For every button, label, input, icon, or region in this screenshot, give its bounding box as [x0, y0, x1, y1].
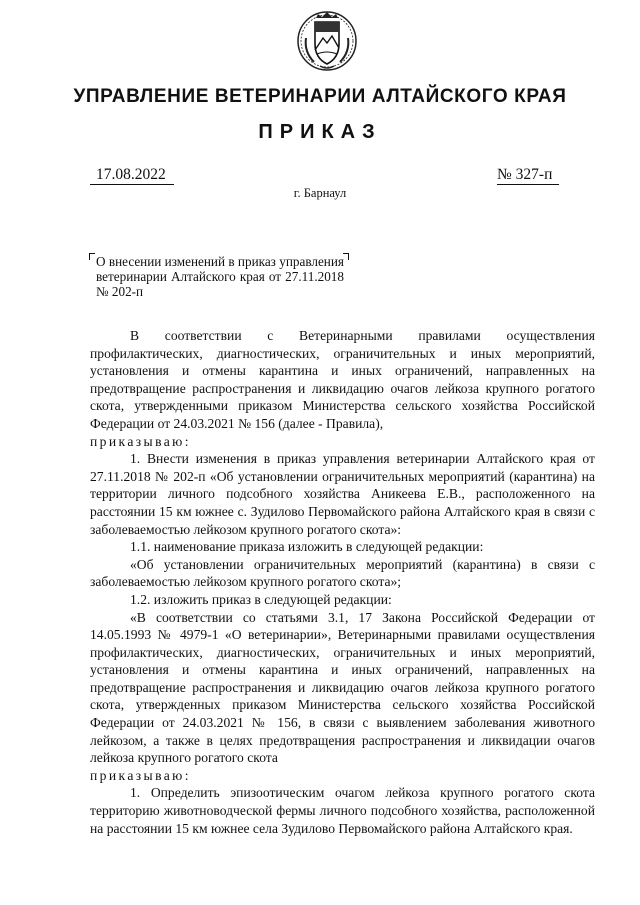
- order-directive-2: приказываю:: [90, 767, 191, 783]
- point-1-paragraph: 1. Определить эпизоотическим очагом лейкоза крупного рогатого скота территорию животноводческой фермы личного подсобного хозяйства, расположенной на расстоянии 15 км южнее села Зудилово Первомайского района Алтайского края.: [90, 785, 595, 836]
- city-name: г. Барнаул: [293, 186, 347, 200]
- item-1-2-paragraph: 1.2. изложить приказ в следующей редакции:: [130, 591, 392, 607]
- order-subject: [96, 254, 344, 299]
- subject-corner-left: [89, 253, 95, 260]
- coat-of-arms-icon: [296, 8, 358, 74]
- preamble-paragraph: В соответствии с Ветеринарными правилами осуществления профилактических, диагностических, ограничительных и иных мероприятий, установления и отмены карантина и иных ограничений, направленных на предотвращение распространения и ликвидацию очагов лейкоза крупного рогатого скота, утвержденными приказом Министерства сельского хозяйства Российской Федерации от 24.03.2021 № 156 (далее - Правила),: [90, 328, 595, 431]
- item-1-paragraph: 1. Внести изменения в приказ управления ветеринарии Алтайского края от 27.11.2018 № 202-п «Об установлении ограничительных мероприятий (карантина) на территории личного подсобного хозяйства Аникеева Е.В., расположенного на расстоянии 15 км южнее с. Зудилово Первомайского района Алтайского края в связи с заболеваемостью лейкозом крупного рогатого скота»:: [90, 451, 595, 537]
- order-number: № 327-п: [497, 166, 559, 185]
- order-date: 17.08.2022: [90, 166, 174, 185]
- item-1-1-paragraph: 1.1. наименование приказа изложить в следующей редакции:: [130, 539, 484, 555]
- organization-title: УПРАВЛЕНИЕ ВЕТЕРИНАРИИ АЛТАЙСКОГО КРАЯ: [73, 86, 567, 107]
- item-1-1-quote: «Об установлении ограничительных мероприятий (карантина) в связи с заболеваемостью лейкозом крупного рогатого скота»;: [90, 556, 595, 590]
- subject-corner-right: [343, 253, 349, 260]
- subject-text: О внесении изменений в приказ управления ветеринарии Алтайского края от 27.11.2018 № 202-п: [96, 254, 344, 299]
- order-body: [90, 327, 595, 837]
- item-1-2-quote: «В соответствии со статьями 3.1, 17 Закона Российской Федерации от 14.05.1993 № 4979-1 «О ветеринарии», Ветеринарными правилами осуществления профилактических, диагностических, ограничительных и иных мероприятий, установления и отмены карантина и иных ограничений, направленных на предотвращение распространения и ликвидацию очагов лейкоза крупного рогатого скота, утвержденных приказом Министерства сельского хозяйства Российской Федерации от 24.03.2021 № 156, в связи с выявлением заболевания животного лейкозом, а также в целях предотвращения распространения и ликвидации очагов лейкоза крупного рогатого скота: [90, 609, 595, 766]
- document-type-title: ПРИКАЗ: [258, 121, 382, 143]
- order-directive: приказываю:: [90, 433, 191, 449]
